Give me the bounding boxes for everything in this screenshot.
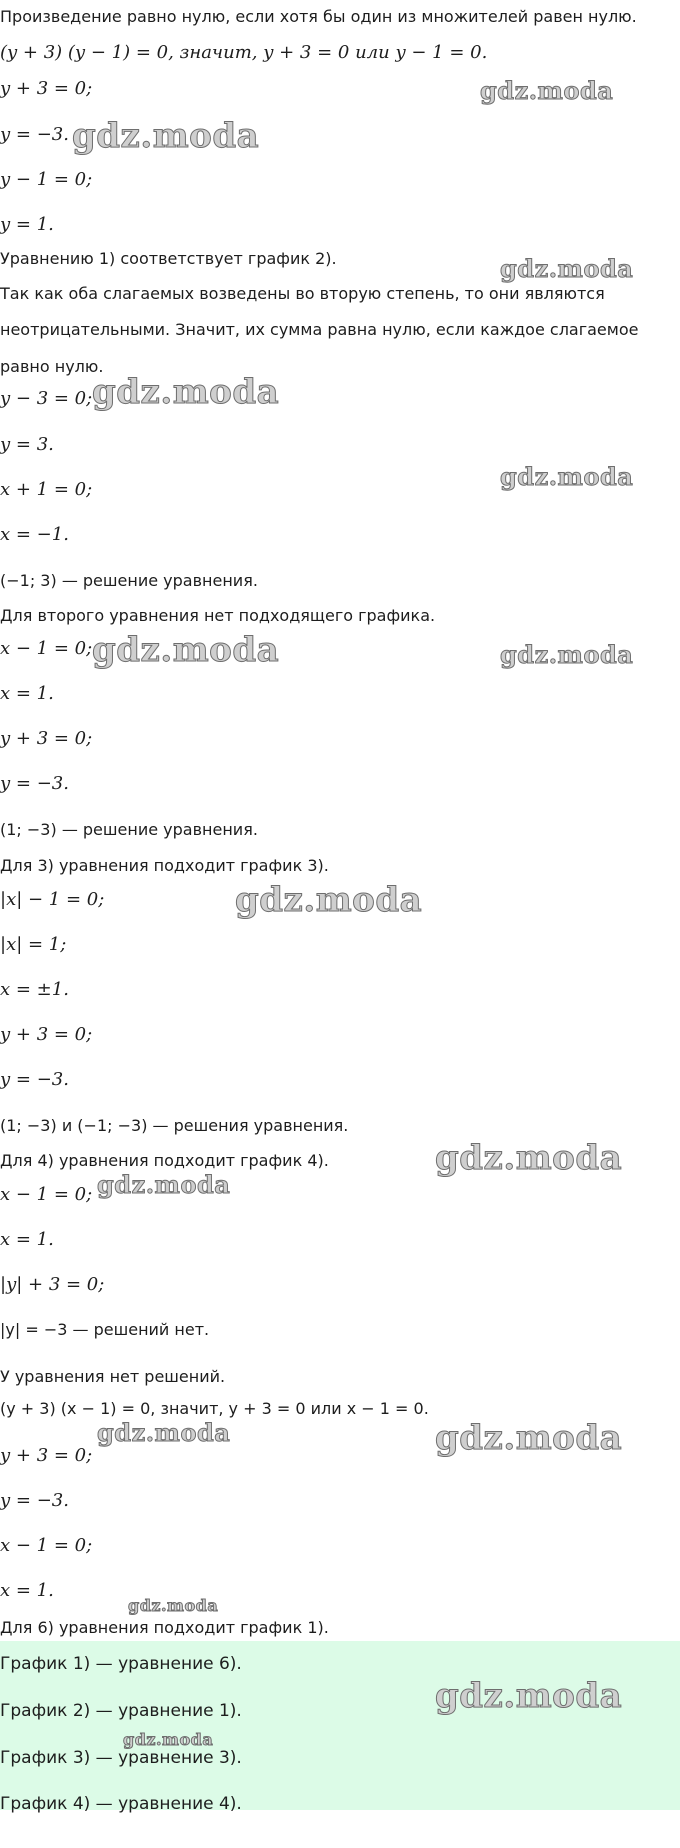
watermark: gdz.moda [500,462,634,491]
math-line: x = ±1. [0,979,69,1000]
text-line: (1; −3) — решение уравнения. [0,820,258,839]
watermark: gdz.moda [500,640,634,669]
math-line: x + 1 = 0; [0,479,93,500]
watermark: gdz.moda [97,1170,231,1199]
watermark: gdz.moda [480,76,614,105]
math-line: y = −3. [0,1069,69,1090]
summary-line: График 2) — уравнение 1). [0,1701,242,1721]
watermark: gdz.moda [97,1418,231,1447]
watermark: gdz.moda [500,254,634,283]
text-line: |y| = −3 — решений нет. [0,1320,210,1339]
summary-line: График 1) — уравнение 6). [0,1654,242,1674]
text-line: Для второго уравнения нет подходящего графика. [0,606,436,625]
text-line: (−1; 3) — решение уравнения. [0,571,258,590]
text-line: (1; −3) и (−1; −3) — решения уравнения. [0,1116,349,1135]
watermark: gdz.moda [435,1418,623,1458]
math-line: y = −3. [0,124,69,145]
math-line: y = −3. [0,773,69,794]
text-line: Произведение равно нулю, если хотя бы один из множителей равен нулю. [0,7,637,26]
summary-line: График 3) — уравнение 3). [0,1748,242,1768]
math-line: |x| − 1 = 0; [0,889,105,910]
watermark: gdz.moda [435,1676,623,1716]
math-line: x = 1. [0,1580,54,1601]
text-line: равно нулю. [0,357,104,376]
math-line: y + 3 = 0; [0,728,93,749]
watermark: gdz.moda [92,372,280,412]
text-line: Так как оба слагаемых возведены во вторую степень, то они являются [0,284,605,303]
math-line: x − 1 = 0; [0,1535,93,1556]
math-line: y − 1 = 0; [0,169,93,190]
math-line: x − 1 = 0; [0,638,93,659]
math-line: x = 1. [0,683,54,704]
math-line: x − 1 = 0; [0,1184,93,1205]
math-line: x = 1. [0,1229,54,1250]
text-line: Для 4) уравнения подходит график 4). [0,1151,329,1170]
text-line: Для 3) уравнения подходит график 3). [0,856,329,875]
watermark: gdz.moda [435,1138,623,1178]
math-line: y = 3. [0,434,54,455]
math-line: y = 1. [0,214,54,235]
text-line: Уравнению 1) соответствует график 2). [0,249,337,268]
text-line: неотрицательными. Значит, их сумма равна нулю, если каждое слагаемое [0,320,639,339]
math-line: y − 3 = 0; [0,388,93,409]
math-line: x = −1. [0,524,69,545]
watermark: gdz.moda [128,1596,219,1615]
watermark: gdz.moda [92,630,280,670]
math-line: |y| + 3 = 0; [0,1274,105,1295]
math-line: y + 3 = 0; [0,78,93,99]
text-line: Для 6) уравнения подходит график 1). [0,1618,329,1637]
math-line: y + 3 = 0; [0,1024,93,1045]
watermark: gdz.moda [72,116,260,156]
text-line: (y + 3) (x − 1) = 0, значит, y + 3 = 0 или x − 1 = 0. [0,1399,429,1418]
text-line: У уравнения нет решений. [0,1367,226,1386]
math-line: |x| = 1; [0,934,67,955]
math-line: (y + 3) (y − 1) = 0, значит, y + 3 = 0 или y − 1 = 0. [0,42,488,63]
watermark: gdz.moda [123,1730,214,1749]
math-line: y = −3. [0,1490,69,1511]
summary-line: График 4) — уравнение 4). [0,1794,242,1814]
math-line: y + 3 = 0; [0,1445,93,1466]
watermark: gdz.moda [235,880,423,920]
